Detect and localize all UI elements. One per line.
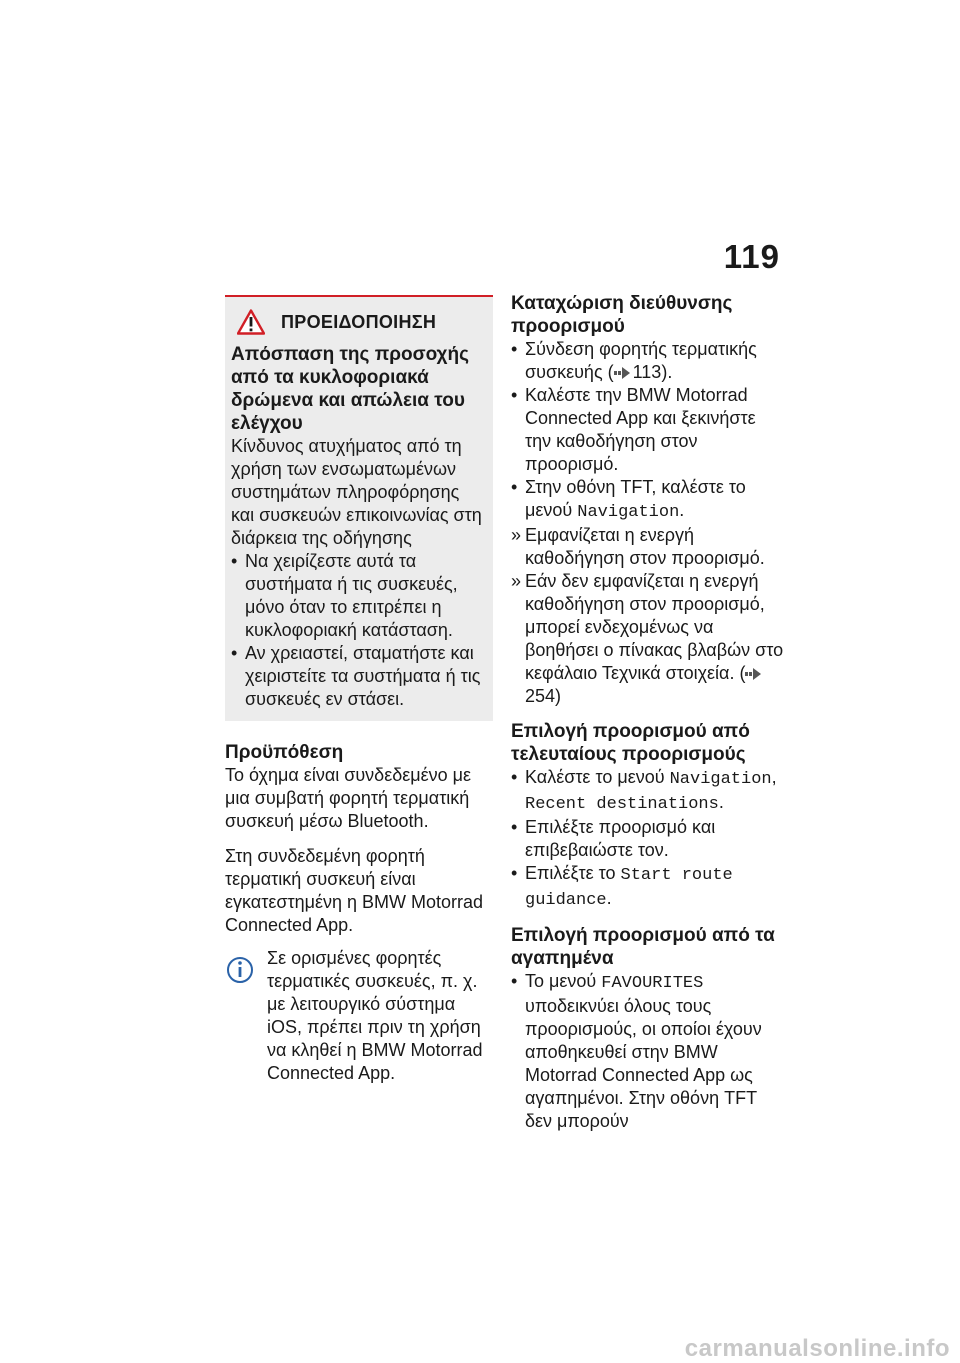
list-item: • Καλέστε την BMW Motorrad Connected App και ξεκινήστε την καθοδήγηση στον προορισμό. bbox=[511, 385, 756, 474]
prerequisite-heading: Προϋπόθεση bbox=[225, 742, 344, 763]
warning-title: ΠΡΟΕΙΔΟΠΟΙΗΣΗ bbox=[281, 311, 437, 332]
prerequisite-para-2: Στη συνδεδεμένη φορητή τερματική συσκευή είναι εγκατεστημένη η BMW Motorrad Connected App. bbox=[225, 846, 484, 935]
right-column bbox=[511, 292, 786, 1133]
warning-header bbox=[237, 309, 487, 335]
list-item: » Εάν δεν εμφανίζεται η ενεργή καθοδήγηση στον προορισμό, μπορεί ενδεχομένως να βοηθήσει ο πίνακας βλαβών στο κεφάλαιο Τεχνικά στοιχεία. (254) bbox=[511, 571, 784, 706]
warning-heading: Απόσπαση της προσοχής από τα κυκλοφοριακά δρώμενα και απώλεια του ελέγχου bbox=[231, 344, 469, 434]
menu-name: Navigation bbox=[577, 503, 680, 522]
list-item: • Σύνδεση φορητής τερματικής συσκευής ( 113). bbox=[511, 339, 757, 382]
list-item: • Καλέστε το μενού Navigation, Recent destinations. bbox=[511, 767, 777, 814]
page-number: 119 bbox=[723, 238, 780, 275]
warning-box bbox=[225, 295, 493, 721]
list-item: » Εμφανίζεται η ενεργή καθοδήγηση στον προορισμό. bbox=[511, 525, 765, 568]
recent-heading: Επιλογή προορισμού από τελευταίους προορισμούς bbox=[511, 721, 750, 765]
menu-name: Recent destinations bbox=[525, 795, 719, 814]
watermark: carmanualsonline.info bbox=[684, 1335, 950, 1362]
list-item: • Αν χρειαστεί, σταματήστε και χειριστείτε τα συστήματα ή τις συσκευές εν στάσει. bbox=[231, 643, 481, 709]
recent-steps bbox=[511, 766, 786, 912]
list-item: • Να χειρίζεστε αυτά τα συστήματα ή τις συσκευές, μόνο όταν το επιτρέπει η κυκλοφοριακή κατάσταση. bbox=[231, 551, 458, 640]
favourites-heading: Επιλογή προορισμού από τα αγαπημένα bbox=[511, 925, 775, 969]
favourites-steps bbox=[511, 970, 786, 1133]
menu-name: Navigation bbox=[669, 770, 772, 789]
entry-steps bbox=[511, 338, 786, 708]
warning-triangle-icon bbox=[237, 309, 265, 335]
reference-arrow-icon bbox=[745, 668, 761, 680]
warning-body: Κίνδυνος ατυχήματος από τη χρήση των ενσωματωμένων συστημάτων πληροφόρησης και συσκευών επικοινωνίας στη διάρκεια της οδήγησης bbox=[231, 436, 482, 548]
info-note-text: Σε ορισμένες φορητές τερματικές συσκευές, π. χ. με λειτουργικό σύστημα iOS, πρέπει πριν τη χρήση να κληθεί η BMW Motorrad Connected App. bbox=[267, 948, 483, 1083]
menu-name: FAVOURITES bbox=[601, 974, 704, 993]
warning-bullets bbox=[231, 550, 487, 711]
menu-name: Start route guidance bbox=[525, 866, 733, 910]
list-item: • Το μενού FAVOURITES υποδεικνύει όλους τους προορισμούς, οι οποίοι έχουν αποθηκευθεί στην BMW Motorrad Connected App ως αγαπημένοι. Στην οθόνη TFT δεν μπορούν bbox=[511, 971, 762, 1131]
list-item: • Στην οθόνη TFT, καλέστε το μενού Navigation. bbox=[511, 477, 746, 522]
entry-heading: Καταχώριση διεύθυνσης προορισμού bbox=[511, 293, 733, 337]
list-item: • Επιλέξτε το Start route guidance. bbox=[511, 863, 733, 910]
reference-arrow-icon bbox=[614, 367, 630, 379]
list-item: • Επιλέξτε προορισμό και επιβεβαιώστε τον. bbox=[511, 817, 716, 860]
left-column bbox=[225, 295, 493, 1085]
prerequisite-para-1: Το όχημα είναι συνδεδεμένο με μια συμβατή φορητή τερματική συσκευή μέσω Bluetooth. bbox=[225, 765, 472, 831]
info-note bbox=[225, 949, 493, 1085]
info-icon bbox=[225, 949, 255, 991]
footer bbox=[0, 1336, 960, 1362]
